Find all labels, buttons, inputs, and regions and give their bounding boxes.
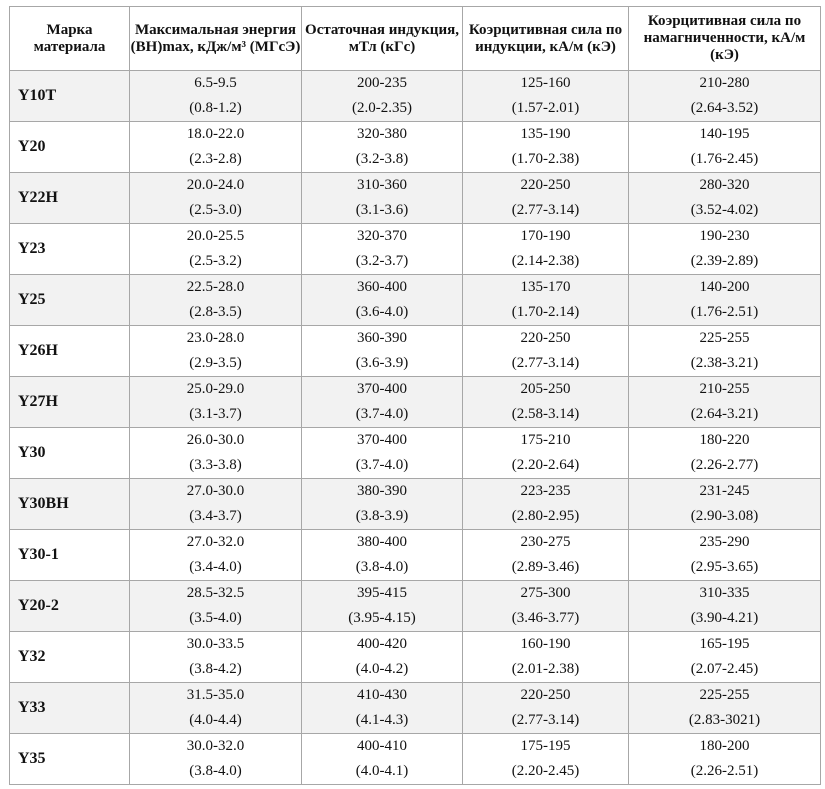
- max-energy-cell: [130, 530, 302, 581]
- value-cgs: (3.3-3.8): [189, 457, 242, 473]
- grade-cell: Y33: [10, 683, 130, 734]
- value-cgs: (3.4-4.0): [189, 559, 242, 575]
- coercivity-magnetization-cell: [629, 326, 821, 377]
- value-si: 210-255: [699, 381, 750, 397]
- coercivity-induction-cell: [463, 173, 629, 224]
- table-row: [10, 530, 821, 581]
- value-cgs: (3.95-4.15): [348, 610, 416, 626]
- coercivity-magnetization-cell: [629, 632, 821, 683]
- grade-cell: Y10T: [10, 71, 130, 122]
- value-cgs: (3.8-3.9): [355, 508, 409, 524]
- grade-cell: Y27H: [10, 377, 130, 428]
- grade-cell: Y30BH: [10, 479, 130, 530]
- header-coercivity-induction: Коэрцитивная сила по индукции, кА/м (кЭ): [463, 7, 629, 71]
- coercivity-magnetization-cell: [629, 479, 821, 530]
- value-cgs: (4.0-4.2): [355, 661, 409, 677]
- value-si: 18.0-22.0: [186, 126, 245, 142]
- grade-cell: Y32: [10, 632, 130, 683]
- value-si: 140-200: [699, 279, 750, 295]
- value-cgs: (3.90-4.21): [690, 610, 759, 626]
- value-si: 26.0-30.0: [186, 432, 245, 448]
- coercivity-induction-cell: [463, 683, 629, 734]
- value-cgs: (3.7-4.0): [355, 406, 409, 422]
- table-row: [10, 71, 821, 122]
- value-si: 220-250: [520, 330, 571, 346]
- value-cgs: (2.83-3021): [688, 712, 761, 728]
- value-si: 30.0-33.5: [186, 636, 245, 652]
- max-energy-cell: [130, 173, 302, 224]
- coercivity-magnetization-cell: [629, 224, 821, 275]
- value-cgs: (2.38-3.21): [690, 355, 759, 371]
- value-si: 320-370: [357, 228, 407, 244]
- max-energy-cell: [130, 326, 302, 377]
- value-cgs: (3.52-4.02): [690, 202, 759, 218]
- table-row: [10, 632, 821, 683]
- value-si: 320-380: [357, 126, 407, 142]
- value-si: 400-420: [357, 636, 407, 652]
- remanence-cell: [302, 173, 463, 224]
- value-si: 27.0-32.0: [186, 534, 245, 550]
- value-cgs: (1.76-2.51): [690, 304, 759, 320]
- value-cgs: (3.8-4.0): [189, 763, 242, 779]
- remanence-cell: [302, 479, 463, 530]
- value-si: 220-250: [520, 687, 571, 703]
- value-si: 170-190: [520, 228, 571, 244]
- coercivity-magnetization-cell: [629, 122, 821, 173]
- grade-cell: Y22H: [10, 173, 130, 224]
- max-energy-cell: [130, 428, 302, 479]
- coercivity-magnetization-cell: [629, 428, 821, 479]
- max-energy-cell: [130, 479, 302, 530]
- coercivity-induction-cell: [463, 326, 629, 377]
- table-row: [10, 122, 821, 173]
- value-cgs: (2.39-2.89): [690, 253, 759, 269]
- value-cgs: (2.5-3.0): [189, 202, 242, 218]
- value-si: 20.0-24.0: [186, 177, 245, 193]
- remanence-cell: [302, 734, 463, 785]
- value-cgs: (4.0-4.4): [189, 712, 242, 728]
- value-si: 135-170: [520, 279, 571, 295]
- table-row: [10, 326, 821, 377]
- coercivity-induction-cell: [463, 479, 629, 530]
- value-si: 22.5-28.0: [186, 279, 245, 295]
- value-si: 235-290: [699, 534, 750, 550]
- coercivity-induction-cell: [463, 428, 629, 479]
- remanence-cell: [302, 224, 463, 275]
- grade-cell: Y20: [10, 122, 130, 173]
- value-si: 370-400: [357, 381, 407, 397]
- coercivity-induction-cell: [463, 734, 629, 785]
- grade-cell: Y35: [10, 734, 130, 785]
- header-remanence: Остаточная индукция, мТл (кГс): [302, 7, 463, 71]
- value-si: 360-400: [357, 279, 407, 295]
- coercivity-induction-cell: [463, 122, 629, 173]
- value-cgs: (3.4-3.7): [189, 508, 242, 524]
- value-cgs: (2.95-3.65): [690, 559, 759, 575]
- coercivity-induction-cell: [463, 275, 629, 326]
- value-si: 20.0-25.5: [186, 228, 245, 244]
- max-energy-cell: [130, 71, 302, 122]
- remanence-cell: [302, 122, 463, 173]
- value-cgs: (3.7-4.0): [355, 457, 409, 473]
- value-si: 125-160: [520, 75, 571, 91]
- max-energy-cell: [130, 377, 302, 428]
- grade-cell: Y30: [10, 428, 130, 479]
- header-row: [10, 7, 821, 71]
- value-si: 380-400: [357, 534, 407, 550]
- value-cgs: (0.8-1.2): [189, 100, 242, 116]
- value-si: 6.5-9.5: [194, 75, 237, 91]
- value-si: 380-390: [357, 483, 407, 499]
- value-si: 310-335: [699, 585, 750, 601]
- value-cgs: (2.3-2.8): [189, 151, 242, 167]
- value-cgs: (2.0-2.35): [352, 100, 412, 116]
- value-cgs: (2.77-3.14): [511, 355, 580, 371]
- value-si: 180-200: [699, 738, 750, 754]
- max-energy-cell: [130, 122, 302, 173]
- value-si: 370-400: [357, 432, 407, 448]
- grade-cell: Y23: [10, 224, 130, 275]
- magnet-properties-table: [9, 6, 821, 785]
- value-cgs: (3.5-4.0): [189, 610, 242, 626]
- remanence-cell: [302, 530, 463, 581]
- value-cgs: (4.0-4.1): [355, 763, 409, 779]
- table-row: [10, 734, 821, 785]
- value-cgs: (3.8-4.0): [355, 559, 409, 575]
- value-si: 410-430: [357, 687, 407, 703]
- value-si: 223-235: [520, 483, 571, 499]
- value-cgs: (1.76-2.45): [690, 151, 759, 167]
- value-cgs: (1.57-2.01): [511, 100, 580, 116]
- value-si: 30.0-32.0: [186, 738, 245, 754]
- value-cgs: (3.2-3.8): [355, 151, 409, 167]
- table-header: [10, 7, 821, 71]
- value-si: 135-190: [520, 126, 571, 142]
- value-cgs: (1.70-2.38): [511, 151, 580, 167]
- coercivity-induction-cell: [463, 581, 629, 632]
- value-si: 180-220: [699, 432, 750, 448]
- table-row: [10, 428, 821, 479]
- value-cgs: (3.6-4.0): [355, 304, 409, 320]
- value-cgs: (2.14-2.38): [511, 253, 580, 269]
- remanence-cell: [302, 683, 463, 734]
- value-cgs: (2.5-3.2): [189, 253, 242, 269]
- max-energy-cell: [130, 683, 302, 734]
- coercivity-induction-cell: [463, 224, 629, 275]
- value-si: 28.5-32.5: [186, 585, 245, 601]
- max-energy-cell: [130, 734, 302, 785]
- remanence-cell: [302, 581, 463, 632]
- coercivity-induction-cell: [463, 530, 629, 581]
- value-cgs: (4.1-4.3): [355, 712, 409, 728]
- value-cgs: (3.46-3.77): [511, 610, 580, 626]
- coercivity-magnetization-cell: [629, 377, 821, 428]
- coercivity-magnetization-cell: [629, 581, 821, 632]
- remanence-cell: [302, 632, 463, 683]
- coercivity-induction-cell: [463, 377, 629, 428]
- value-cgs: (2.80-2.95): [511, 508, 580, 524]
- value-si: 400-410: [357, 738, 407, 754]
- value-cgs: (2.26-2.51): [690, 763, 759, 779]
- coercivity-induction-cell: [463, 632, 629, 683]
- value-cgs: (2.77-3.14): [511, 202, 580, 218]
- coercivity-induction-cell: [463, 71, 629, 122]
- value-cgs: (3.8-4.2): [189, 661, 242, 677]
- value-cgs: (2.20-2.64): [511, 457, 580, 473]
- value-cgs: (3.6-3.9): [355, 355, 409, 371]
- value-si: 360-390: [357, 330, 407, 346]
- value-cgs: (2.58-3.14): [511, 406, 580, 422]
- value-si: 225-255: [699, 687, 750, 703]
- max-energy-cell: [130, 632, 302, 683]
- header-grade: Марка материала: [10, 7, 130, 71]
- value-si: 25.0-29.0: [186, 381, 245, 397]
- value-cgs: (2.77-3.14): [511, 712, 580, 728]
- table-row: [10, 224, 821, 275]
- value-si: 175-210: [520, 432, 571, 448]
- coercivity-magnetization-cell: [629, 173, 821, 224]
- table-body: [10, 71, 821, 785]
- value-si: 31.5-35.0: [186, 687, 245, 703]
- value-si: 160-190: [520, 636, 571, 652]
- coercivity-magnetization-cell: [629, 734, 821, 785]
- remanence-cell: [302, 377, 463, 428]
- value-si: 225-255: [699, 330, 750, 346]
- remanence-cell: [302, 71, 463, 122]
- max-energy-cell: [130, 581, 302, 632]
- table-row: [10, 275, 821, 326]
- value-si: 310-360: [357, 177, 407, 193]
- table-row: [10, 683, 821, 734]
- value-si: 175-195: [520, 738, 571, 754]
- value-cgs: (3.1-3.7): [189, 406, 242, 422]
- value-si: 23.0-28.0: [186, 330, 245, 346]
- table-row: [10, 479, 821, 530]
- value-cgs: (2.26-2.77): [690, 457, 759, 473]
- value-si: 231-245: [699, 483, 750, 499]
- table-row: [10, 173, 821, 224]
- header-coercivity-magnetization: Коэрцитивная сила по намагниченности, кА/м (кЭ): [629, 7, 821, 71]
- remanence-cell: [302, 326, 463, 377]
- header-max-energy: Максимальная энергия (BH)max, кДж/м³ (МГсЭ): [130, 7, 302, 71]
- value-si: 210-280: [699, 75, 750, 91]
- coercivity-magnetization-cell: [629, 275, 821, 326]
- value-cgs: (2.89-3.46): [511, 559, 580, 575]
- value-si: 395-415: [357, 585, 407, 601]
- max-energy-cell: [130, 224, 302, 275]
- value-cgs: (3.2-3.7): [355, 253, 409, 269]
- grade-cell: Y26H: [10, 326, 130, 377]
- remanence-cell: [302, 428, 463, 479]
- value-cgs: (2.64-3.21): [690, 406, 759, 422]
- table-row: [10, 377, 821, 428]
- value-cgs: (2.90-3.08): [690, 508, 759, 524]
- value-cgs: (2.64-3.52): [690, 100, 759, 116]
- value-cgs: (1.70-2.14): [511, 304, 580, 320]
- value-si: 165-195: [699, 636, 750, 652]
- coercivity-magnetization-cell: [629, 683, 821, 734]
- max-energy-cell: [130, 275, 302, 326]
- grade-cell: Y25: [10, 275, 130, 326]
- value-si: 220-250: [520, 177, 571, 193]
- value-si: 27.0-30.0: [186, 483, 245, 499]
- value-cgs: (2.07-2.45): [690, 661, 759, 677]
- grade-cell: Y20-2: [10, 581, 130, 632]
- value-si: 200-235: [357, 75, 407, 91]
- value-si: 140-195: [699, 126, 750, 142]
- coercivity-magnetization-cell: [629, 71, 821, 122]
- table-row: [10, 581, 821, 632]
- value-si: 190-230: [699, 228, 750, 244]
- value-cgs: (2.01-2.38): [511, 661, 580, 677]
- value-si: 280-320: [699, 177, 750, 193]
- value-si: 275-300: [520, 585, 571, 601]
- value-cgs: (3.1-3.6): [355, 202, 409, 218]
- value-cgs: (2.8-3.5): [189, 304, 242, 320]
- coercivity-magnetization-cell: [629, 530, 821, 581]
- value-cgs: (2.20-2.45): [511, 763, 580, 779]
- remanence-cell: [302, 275, 463, 326]
- value-cgs: (2.9-3.5): [189, 355, 242, 371]
- value-si: 230-275: [520, 534, 571, 550]
- grade-cell: Y30-1: [10, 530, 130, 581]
- value-si: 205-250: [520, 381, 571, 397]
